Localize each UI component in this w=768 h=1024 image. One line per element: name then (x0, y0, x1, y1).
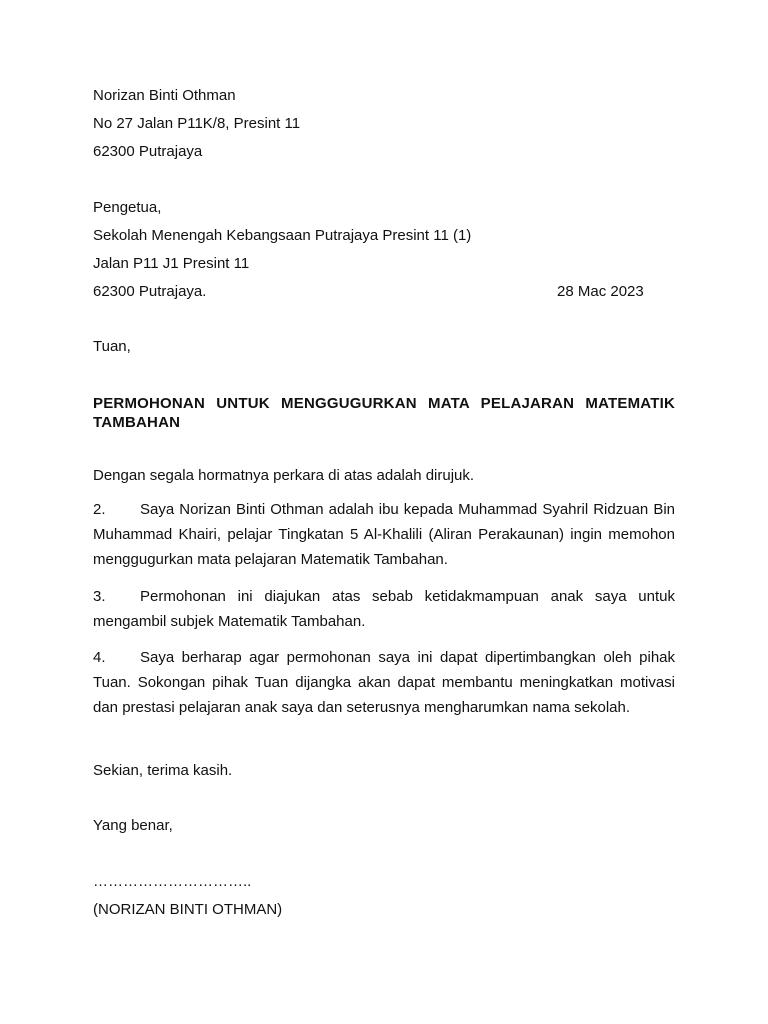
sender-name: Norizan Binti Othman (93, 87, 236, 104)
paragraph-3 (93, 584, 675, 634)
recipient-address-line2: 62300 Putrajaya. (93, 283, 207, 300)
signature-name: (NORIZAN BINTI OTHMAN) (93, 901, 283, 918)
sender-address-line2: 62300 Putrajaya (93, 143, 203, 160)
signoff: Yang benar, (93, 817, 173, 834)
paragraph-text: Permohonan ini diajukan atas sebab ketidakmampuan anak saya untuk mengambil subjek Matematik Tambahan. (93, 588, 675, 630)
paragraph-4 (93, 645, 675, 720)
paragraph-text: Saya Norizan Binti Othman adalah ibu kepada Muhammad Syahril Ridzuan Bin Muhammad Khairi, pelajar Tingkatan 5 Al-Khalili (Aliran Perakaunan) ingin memohon menggugurkan mata pelajaran Matematik Tambahan. (93, 501, 675, 568)
paragraph-number: 2. (93, 501, 106, 518)
recipient-address-line1: Jalan P11 J1 Presint 11 (93, 255, 250, 272)
paragraph-number: 3. (93, 588, 106, 605)
subject-line1: PERMOHONAN UNTUK MENGGUGURKAN MATA PELAJARAN MATEMATIK (93, 395, 675, 412)
signature-line: ………………………….. (93, 873, 252, 890)
recipient-title: Pengetua, (93, 199, 162, 216)
recipient-school: Sekolah Menengah Kebangsaan Putrajaya Presint 11 (1) (93, 227, 472, 244)
paragraph-2 (93, 497, 675, 572)
intro-paragraph: Dengan segala hormatnya perkara di atas adalah dirujuk. (93, 467, 475, 484)
sender-address-line1: No 27 Jalan P11K/8, Presint 11 (93, 115, 301, 132)
paragraph-text: Saya berharap agar permohonan saya ini dapat dipertimbangkan oleh pihak Tuan. Sokongan pihak Tuan dijangka akan dapat membantu meningkatkan motivasi dan prestasi pelajaran anak saya dan seterusnya mengharumkan nama sekolah. (93, 649, 675, 716)
letter-subject (93, 394, 675, 432)
salutation: Tuan, (93, 338, 131, 355)
closing: Sekian, terima kasih. (93, 762, 233, 779)
paragraph-number: 4. (93, 649, 106, 666)
subject-line2: TAMBAHAN (93, 414, 181, 431)
letter-date: 28 Mac 2023 (557, 283, 644, 300)
